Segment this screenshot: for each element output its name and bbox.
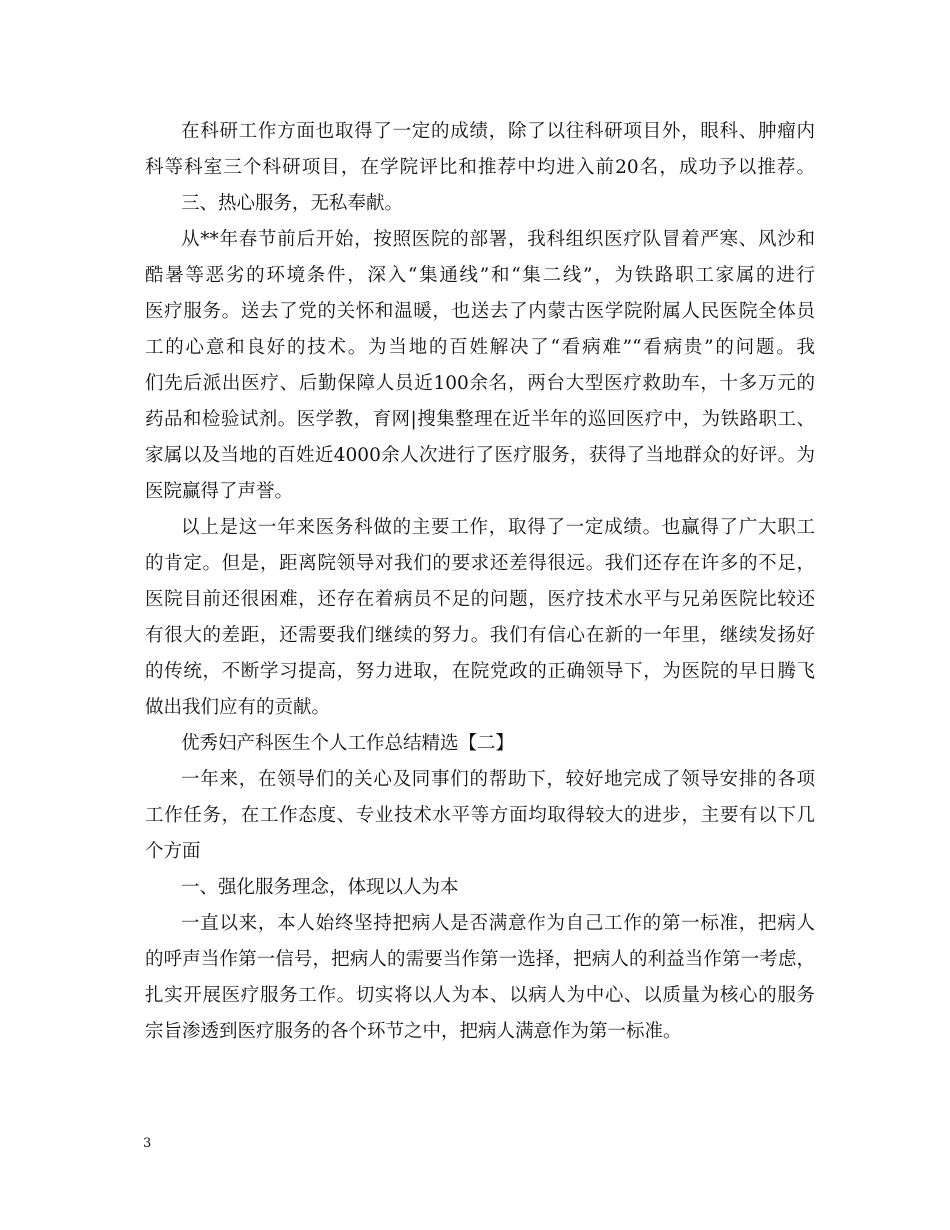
text-line: 科等科室三个科研项目，在学院评比和推荐中均进入前20名，成功予以推荐。 [145,157,815,178]
text-line: 的肯定。但是，距离院领导对我们的要求还差得很远。我们还存在许多的不足， [145,553,815,574]
section-heading: 三、热心服务，无私奉献。 [181,193,404,214]
text-line: 家属以及当地的百姓近4000余人次进行了医疗服务，获得了当地群众的好评。为 [145,445,815,466]
section-heading: 一、强化服务理念，体现以人为本 [181,877,459,898]
text-line: 从**年春节前后开始，按照医院的部署，我科组织医疗队冒着严寒、风沙和 [181,229,815,250]
text-line: 们先后派出医疗、后勤保障人员近100余名，两台大型医疗救助车，十多万元的 [145,373,815,394]
page-number: 3 [143,1136,152,1151]
section-heading: 优秀妇产科医生个人工作总结精选【二】 [181,733,515,754]
text-line: 在科研工作方面也取得了一定的成绩，除了以往科研项目外，眼科、肿瘤内 [181,121,815,142]
text-line: 工作任务，在工作态度、专业技术水平等方面均取得较大的进步，主要有以下几 [145,805,815,826]
text-line: 做出我们应有的贡献。 [145,697,331,718]
text-line: 有很大的差距，还需要我们继续的努力。我们有信心在新的一年里，继续发扬好 [145,625,815,646]
text-line: 医院赢得了声誉。 [145,481,294,502]
text-line: 药品和检验试剂。医学教，育网|搜集整理在近半年的巡回医疗中，为铁路职工、 [145,409,815,430]
text-line: 的呼声当作第一信号，把病人的需要当作第一选择，把病人的利益当作第一考虑， [145,949,815,970]
text-line: 扎实开展医疗服务工作。切实将以人为本、以病人为中心、以质量为核心的服务 [145,985,815,1006]
text-line: 宗旨渗透到医疗服务的各个环节之中，把病人满意作为第一标准。 [145,1021,682,1042]
text-line: 一直以来，本人始终坚持把病人是否满意作为自己工作的第一标准，把病人 [181,913,815,934]
text-line: 工的心意和良好的技术。为当地的百姓解决了“看病难”“看病贵”的问题。我 [145,337,815,358]
text-line: 一年来，在领导们的关心及同事们的帮助下，较好地完成了领导安排的各项 [181,769,815,790]
text-line: 酷暑等恶劣的环境条件，深入“集通线”和“集二线”，为铁路职工家属的进行 [145,265,815,286]
text-line: 个方面 [145,841,201,862]
text-line: 以上是这一年来医务科做的主要工作，取得了一定成绩。也赢得了广大职工 [181,517,815,538]
text-line: 医院目前还很困难，还存在着病员不足的问题，医疗技术水平与兄弟医院比较还 [145,589,815,610]
text-line: 的传统，不断学习提高，努力进取，在院党政的正确领导下，为医院的早日腾飞 [145,661,815,682]
text-line: 医疗服务。送去了党的关怀和温暖，也送去了内蒙古医学院附属人民医院全体员 [145,301,815,322]
